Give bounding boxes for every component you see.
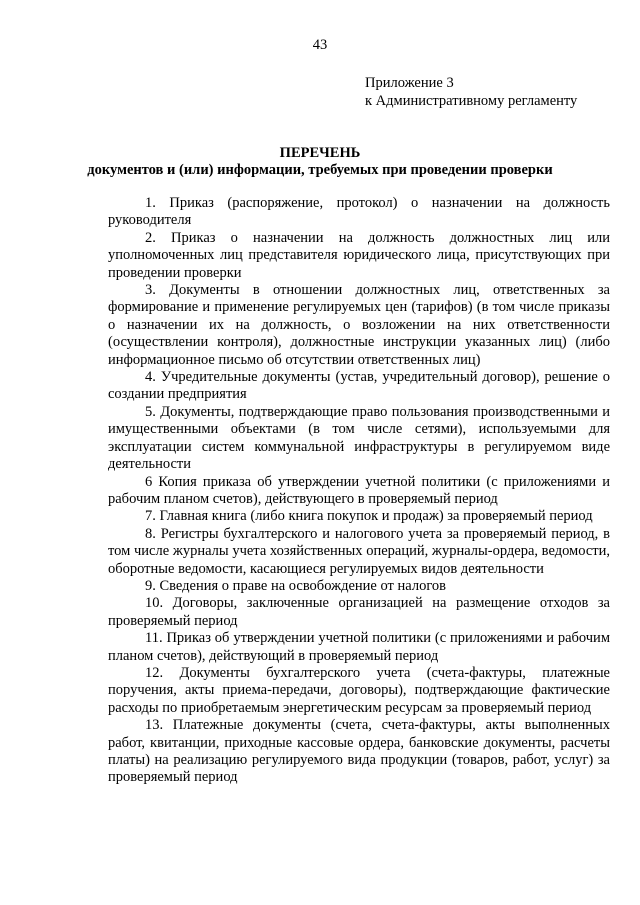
list-item: 4. Учредительные документы (устав, учредительный договор), решение о создании предприятия (108, 369, 610, 403)
list-item: 6 Копия приказа об утверждении учетной политики (с приложениями и рабочим планом счетов), действующего в проверяемый период (108, 473, 610, 507)
list-item: 12. Документы бухгалтерского учета (счета-фактуры, платежные поручения, акты приема-передачи, договоры), подтверждающие фактические расходы по приобретаемым энергетическим ресурсам за проверяемый период (108, 664, 610, 716)
document-list (108, 195, 610, 787)
appendix-regulation: к Административному регламенту (365, 93, 578, 109)
list-item: 13. Платежные документы (счета, счета-фактуры, акты выполненных работ, квитанции, приходные кассовые ордера, банковские документы, расчеты платы) на реализацию регулируемого вида продукции (товаров, работ, услуг) за проверяемый период (108, 717, 610, 786)
document-title: ПЕРЕЧЕНЬ (279, 145, 361, 161)
list-item: 10. Договоры, заключенные организацией на размещение отходов за проверяемый период (108, 595, 610, 629)
list-item: 9. Сведения о праве на освобождение от налогов (145, 577, 447, 594)
list-item: 11. Приказ об утверждении учетной политики (с приложениями и рабочим планом счетов), действующий в проверяемый период (108, 630, 610, 664)
list-item: 3. Документы в отношении должностных лиц, ответственных за формирование и применение регулируемых цен (тарифов) (в том числе приказы о назначении их на должность, о возложении на них ответственности (осуществлении контроля), должностные инструкции указанных лиц) (либо информационное письмо об отсутствии ответственных лиц) (108, 282, 610, 368)
page-number: 43 (312, 37, 328, 53)
list-item: 1. Приказ (распоряжение, протокол) о назначении на должность руководителя (108, 195, 610, 229)
appendix-reference (365, 74, 577, 110)
document-subtitle: документов и (или) информации, требуемых при проведении проверки (87, 162, 553, 178)
list-item: 8. Регистры бухгалтерского и налогового учета за проверяемый период, в том числе журналы учета хозяйственных операций, журналы-ордера, ведомости, оборотные ведомости, касающиеся регулируемых видов деятельности (108, 525, 610, 577)
appendix-number: Приложение 3 (365, 75, 454, 91)
list-item: 5. Документы, подтверждающие право пользования производственными и имущественными объектами (в том числе сетями), используемыми для эксплуатации систем коммунальной инфраструктуры в регулируемом виде деятельности (108, 403, 610, 473)
list-item: 2. Приказ о назначении на должность должностных лиц или уполномоченных лиц представителя юридического лица, присутствующих при проведении проверки (108, 229, 610, 281)
list-item: 7. Главная книга (либо книга покупок и продаж) за проверяемый период (145, 508, 593, 525)
